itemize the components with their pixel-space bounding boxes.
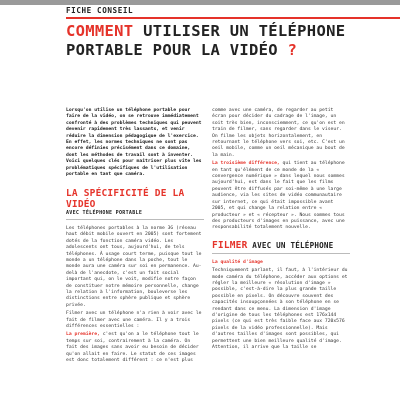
paragraph: Filmer avec un téléphone n'a rien à voir avec le fait de filmer avec une caméra. Il y a trois différences essentielles : <box>66 311 202 329</box>
paragraph-lead: La première, <box>66 332 100 338</box>
paragraph-body: c'est qu'on a le téléphone tout le temps sur soi, contrairement à la caméra. On fait des images sans avoir eu besoin de décider qu'on allait en faire. Le statut de ces images est donc totalement différent : ce n'est plus <box>66 332 199 363</box>
right-column <box>212 108 350 353</box>
section-specificite <box>66 188 204 364</box>
paragraph <box>212 161 350 231</box>
section-rule <box>66 219 204 220</box>
top-bar <box>0 0 400 5</box>
paragraph: Techniquement parlant, il faut, à l'intérieur du mode caméra du téléphone, accéder aux options et régler la meilleure « résolution d'image » possible, c'est-à-dire la plus grande taille possible en pixels. On découvre souvent des capacités insoupçonnées à son téléphone en se rendant dans ce menu. La dimension d'image d'origine de tous les téléphones est 176x144 pixels (ce qui est très faible face aux 720x576 pixels de la vidéo professionnelle). Mais d'autres tailles d'images sont possibles, qui permettent une bien meilleure qualité d'image. Attention, il arrive que la taille se <box>212 268 348 350</box>
subheading-qualite-image: La qualité d'image <box>212 259 263 265</box>
section-filmer <box>212 240 350 352</box>
section-rule <box>212 253 350 254</box>
title-question-mark: ? <box>277 41 298 59</box>
kicker-rule <box>66 17 400 19</box>
section-heading-specificite: LA SPÉCIFICITÉ DE LA VIDÉO <box>66 188 185 211</box>
paragraph-body: qui tient au téléphone en tant qu'élément de ce monde de la « convergence numérique » dans lequel nous sommes aujourd'hui, est dans le fait que les films peuvent être diffusés par soi-même à une large audience, via les sites de vidéo communautaire sur internet, ce qui était impossible avant 2005, et qui change la relation entre « producteur » et « récepteur ». Nous sommes tous des producteurs d'images en puissance, avec une responsabilité totalement nouvelle. <box>212 161 345 231</box>
page-title <box>66 22 400 60</box>
title-accent: COMMENT <box>66 22 134 40</box>
section-heading-accent: FILMER <box>212 239 248 251</box>
kicker-label: FICHE CONSEIL <box>66 6 134 15</box>
left-column <box>66 108 204 366</box>
title-rest: UTILISER UN TÉLÉPHONE PORTABLE POUR LA VIDÉO <box>66 22 346 59</box>
section-heading-filmer <box>212 240 350 251</box>
section-subheading-specificite: AVEC TÉLÉPHONE PORTABLE <box>66 210 143 217</box>
paragraph-lead: La troisième différence, <box>212 161 280 167</box>
paragraph: comme avec une caméra, de regarder au petit écran pour décider du cadrage de l'image, un soit très bien, inconsciemment, ce qu'on est en train de filmer, sans regarder dans le viseur. On filme les objets horizontalement, en retournant le téléphone vers soi, etc. C'est un oeil mobile, comme un oeil mécanique au bout de la main. <box>212 108 345 158</box>
section-heading-rest: AVEC UN TÉLÉPHONE <box>247 240 334 250</box>
intro-paragraph: Lorsqu'on utilise un téléphone portable pour faire de la vidéo, on se retrouve immédiatement confronté à des problèmes techniques qui peuvent devenir rapidement très lassants, et venir réduire la dimension pédagogique de l'exercice. En effet, les normes techniques ne sont pas encore définies précisément dans ce domaine, dont les méthodes de travail sont à inventer. Voici quelques clés pour maîtriser plus vite les problématiques spécifiques de l'utilisation portable en tant que caméra. <box>66 108 202 178</box>
paragraph <box>66 332 204 364</box>
paragraph: Les téléphones portables à la norme 3G (réseau haut débit mobile ouvert en 2005) sont fortement dotés de la fonction caméra vidéo. Les adolescents ont tous, aujourd'hui, de tels téléphones. À usage court terme, puisque tout le monde a un téléphone dans la poche, tout le monde aura une caméra sur soi en permanence. Au-delà de l'anecdote, c'est un fait social important qui, on le voit, modifie notre façon de constituer notre mémoire personnelle, change la relation à l'information, bouleverse les distinctions entre sphère publique et sphère privée. <box>66 225 202 308</box>
